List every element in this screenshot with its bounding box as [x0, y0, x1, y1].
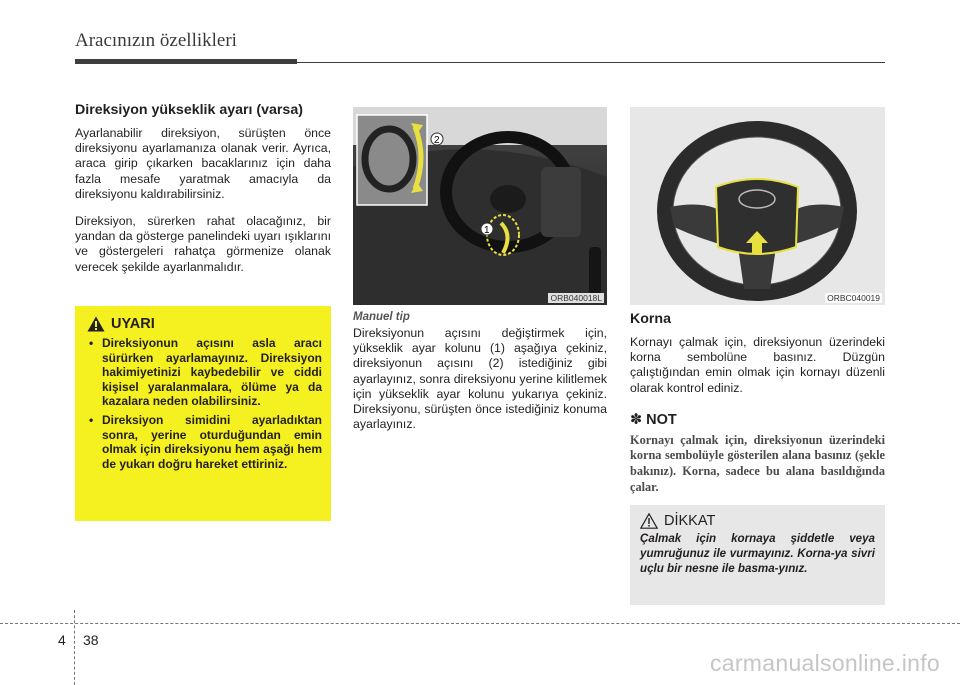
section-heading: Korna — [630, 311, 671, 327]
warning-header — [87, 316, 322, 332]
steering-tilt-photo — [353, 107, 607, 305]
warning-box — [75, 306, 331, 521]
warning-item: • Direksiyon simidini ayarladıktan sonra, yerine oturduğundan emin olmak için direksiyonu hem aşağı hem de yukarı doğru hareket ettiriniz. — [87, 413, 322, 471]
caution-triangle-icon — [640, 513, 658, 529]
steering-horn-photo — [630, 107, 885, 305]
body-paragraph: Ayarlanabilir direksiyon, sürüşten önce direksiyonu ayarlamanıza olanak verir. Ayrıca, araca girip çıkarken bacaklarınız için daha fazla mesafe yaratmak amacıyla da direksiyonu kaldırabilirsiniz. — [75, 126, 331, 201]
header-rule-thin — [297, 62, 885, 63]
warning-list — [87, 336, 322, 471]
chapter-number: 4 — [58, 632, 66, 648]
height-adjust-section — [75, 102, 331, 287]
figure-code: ORBC040019 — [827, 293, 880, 303]
body-paragraph: Kornayı çalmak için, direksiyonun üzerindeki korna sembolüne basınız. Düzgün çalıştığından emin olmak için kornayı düzenli olarak kontrol ediniz. — [630, 335, 885, 395]
caution-header — [640, 513, 875, 529]
horn-section — [630, 311, 885, 495]
caution-title: DİKKAT — [664, 513, 716, 529]
warning-triangle-icon — [87, 316, 105, 332]
body-paragraph: Direksiyon, sürerken rahat olacağınız, bir yandan da gösterge panelindeki uyarı ışıklarını ve göstergeleri rahatça görmenize olanak verecek şekilde ayarlanmalıdır. — [75, 214, 331, 274]
note-text: Kornayı çalmak için, direksiyonun üzerindeki korna sembolüyle gösterilen alana basınız (şekle bakınız). Korna, sadece bu alana basıldığında çalar. — [630, 432, 885, 494]
footer-vertical-line — [74, 610, 75, 685]
caution-box — [630, 505, 885, 605]
figure-caption: Manuel tip — [353, 311, 410, 323]
warning-item: • Direksiyonun açısını asla aracı sürürken ayarlamayınız. Direksiyon hakimiyetinizi kaybedebilir ve ciddi kişisel yaralanmalara, ölüme ya da kazalara neden olabilirsiniz. — [87, 336, 322, 409]
note-star-icon: ✽ — [630, 411, 643, 428]
steering-wheel-illustration — [630, 107, 885, 305]
section-heading: Direksiyon yükseklik ayarı (varsa) — [75, 102, 303, 118]
page-header-title: Aracınızın özellikleri — [75, 30, 237, 51]
figure-code: ORB040018L — [550, 293, 602, 303]
body-paragraph: Direksiyonun açısını değiştirmek için, yükseklik ayar kolunu (1) aşağıya çekiniz, direksiyonun açısını (2) istediğiniz gibi ayarlayınız, sonra direksiyonu yerine kilitlemek için yükseklik ayar kolunu yukarıya çekiniz. Direksiyonu, sürüşten önce istediğiniz konuma ayarlayınız. — [353, 326, 607, 432]
note-header — [630, 412, 885, 428]
header-rule-thick — [75, 59, 297, 64]
manual-type-section — [353, 311, 607, 444]
page-number: 38 — [83, 632, 99, 648]
watermark: carmanualsonline.info — [709, 650, 940, 676]
footer-horizontal-line — [0, 623, 960, 624]
figure-label: 1 — [484, 225, 490, 236]
dashboard-photo-illustration — [353, 107, 607, 305]
warning-title: UYARI — [111, 316, 155, 332]
figure-label: 2 — [434, 135, 440, 146]
caution-text: Çalmak için kornaya şiddetle veya yumruğunuz ile vurmayınız. Korna-ya sivri uçlu bir nesne ile basma-yınız. — [640, 532, 875, 575]
note-title: NOT — [646, 411, 677, 428]
